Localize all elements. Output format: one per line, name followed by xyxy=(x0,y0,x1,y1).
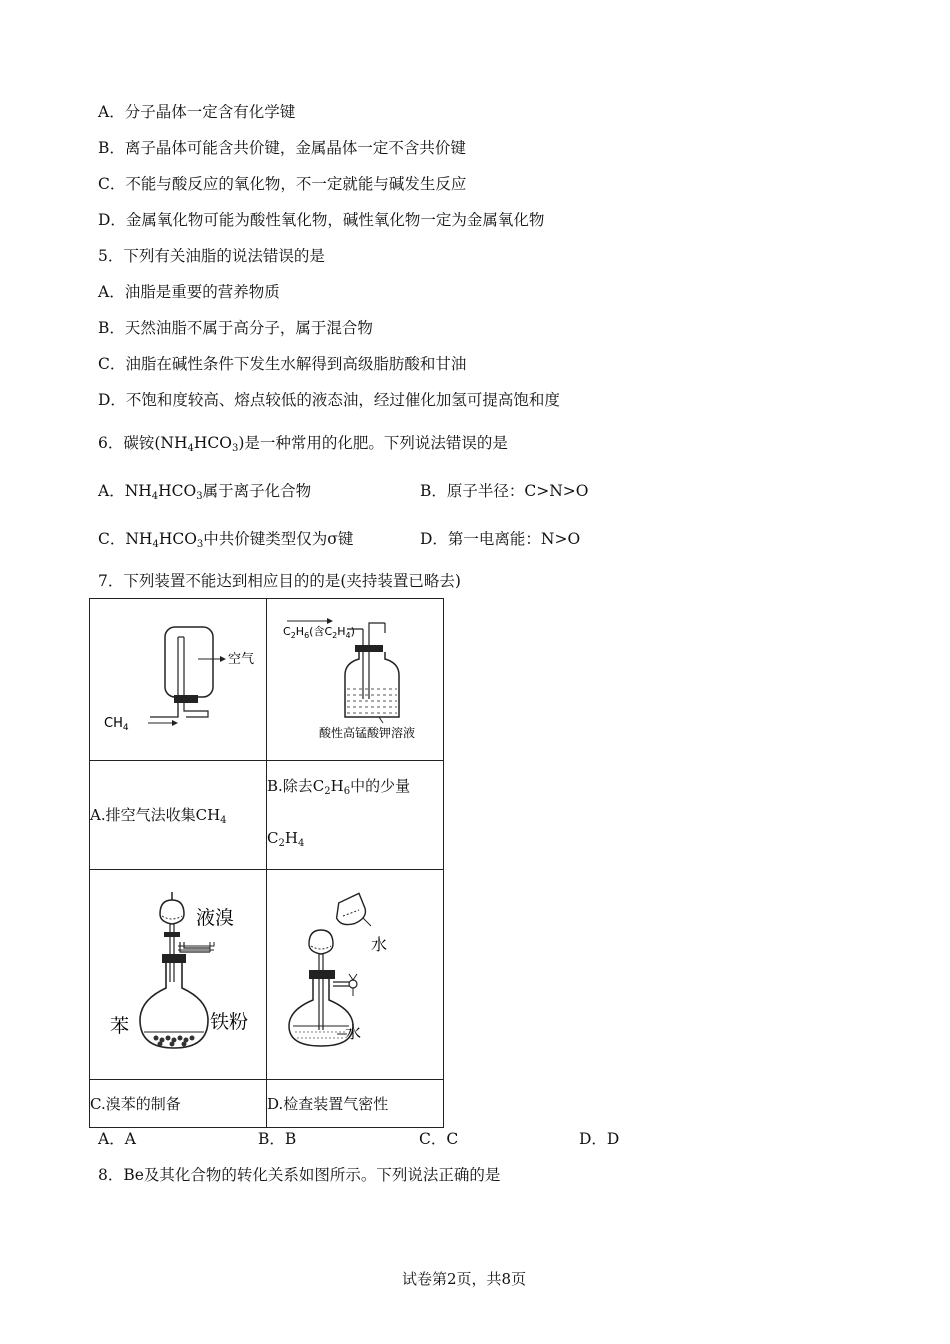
figure-c-cell xyxy=(90,870,267,1080)
q6-stem: 6．碳铵$(NH_4HCO_3)$是一种常用的化肥。下列说法错误的是 xyxy=(98,434,508,454)
ch4-label: $CH_4$ xyxy=(104,716,129,733)
gas-collection-apparatus-figure xyxy=(90,599,266,756)
q7-apparatus-table xyxy=(89,598,444,1128)
q7-option-b: B．B xyxy=(258,1130,297,1148)
q7-option-a: A．A xyxy=(98,1130,136,1148)
q6-option-b: B．原子半径：C>N>O xyxy=(420,482,589,500)
page-footer: 试卷第2页，共8页 xyxy=(402,1270,527,1288)
airtightness-check-figure xyxy=(267,870,443,1075)
q6-option-a: A．$NH_4HCO_3$属于离子化合物 xyxy=(98,482,312,502)
air-label: 空气 xyxy=(228,652,255,667)
q4-option-d: D．金属氧化物可能为酸性氧化物，碱性氧化物一定为金属氧化物 xyxy=(98,211,545,229)
caption-a: A.排空气法收集$CH_4$ xyxy=(90,761,267,870)
figure-d-cell xyxy=(267,870,444,1080)
caption-b: B.除去$C_2H_6$中的少量 $C_2H_4$ xyxy=(267,761,444,870)
water-bottom-label: 水 xyxy=(345,1023,362,1042)
q5-stem: 5．下列有关油脂的说法错误的是 xyxy=(98,247,325,265)
q7-option-c: C．C xyxy=(419,1130,459,1148)
figure-a-cell xyxy=(90,599,267,761)
benzene-label: 苯 xyxy=(110,1015,130,1037)
q6-option-d: D．第一电离能：N>O xyxy=(420,530,581,548)
q4-option-c: C．不能与酸反应的氧化物，不一定就能与碱发生反应 xyxy=(98,175,467,193)
q7-option-d: D．D xyxy=(579,1130,620,1148)
q5-option-b: B．天然油脂不属于高分子，属于混合物 xyxy=(98,319,373,337)
figure-b-cell xyxy=(267,599,444,761)
liquid-bromine-label: 液溴 xyxy=(196,907,235,929)
caption-c: C.溴苯的制备 xyxy=(90,1080,267,1128)
q7-stem: 7．下列装置不能达到相应目的的是(夹持装置已略去) xyxy=(98,572,461,590)
q8-stem: 8．Be及其化合物的转化关系如图所示。下列说法正确的是 xyxy=(98,1166,501,1184)
q5-option-d: D．不饱和度较高、熔点较低的液态油，经过催化加氢可提高饱和度 xyxy=(98,391,560,409)
caption-d: D.检查装置气密性 xyxy=(267,1080,444,1128)
bromobenzene-apparatus-figure xyxy=(90,870,266,1075)
ethane-label: $C_2H_6$(含$C_2H_4$) xyxy=(283,625,355,640)
q4-option-a: A．分子晶体一定含有化学键 xyxy=(98,103,296,121)
kmno4-solution-label: 酸性高锰酸钾溶液 xyxy=(319,726,416,740)
iron-powder-label: 铁粉 xyxy=(210,1011,249,1033)
q5-option-a: A．油脂是重要的营养物质 xyxy=(98,283,280,301)
q4-option-b: B．离子晶体可能含共价键，金属晶体一定不含共价键 xyxy=(98,139,466,157)
q6-option-c: C．$NH_4HCO_3$中共价键类型仅为σ键 xyxy=(98,530,354,550)
water-top-label: 水 xyxy=(371,935,388,954)
gas-washing-bottle-figure xyxy=(267,599,443,756)
q5-option-c: C．油脂在碱性条件下发生水解得到高级脂肪酸和甘油 xyxy=(98,355,467,373)
